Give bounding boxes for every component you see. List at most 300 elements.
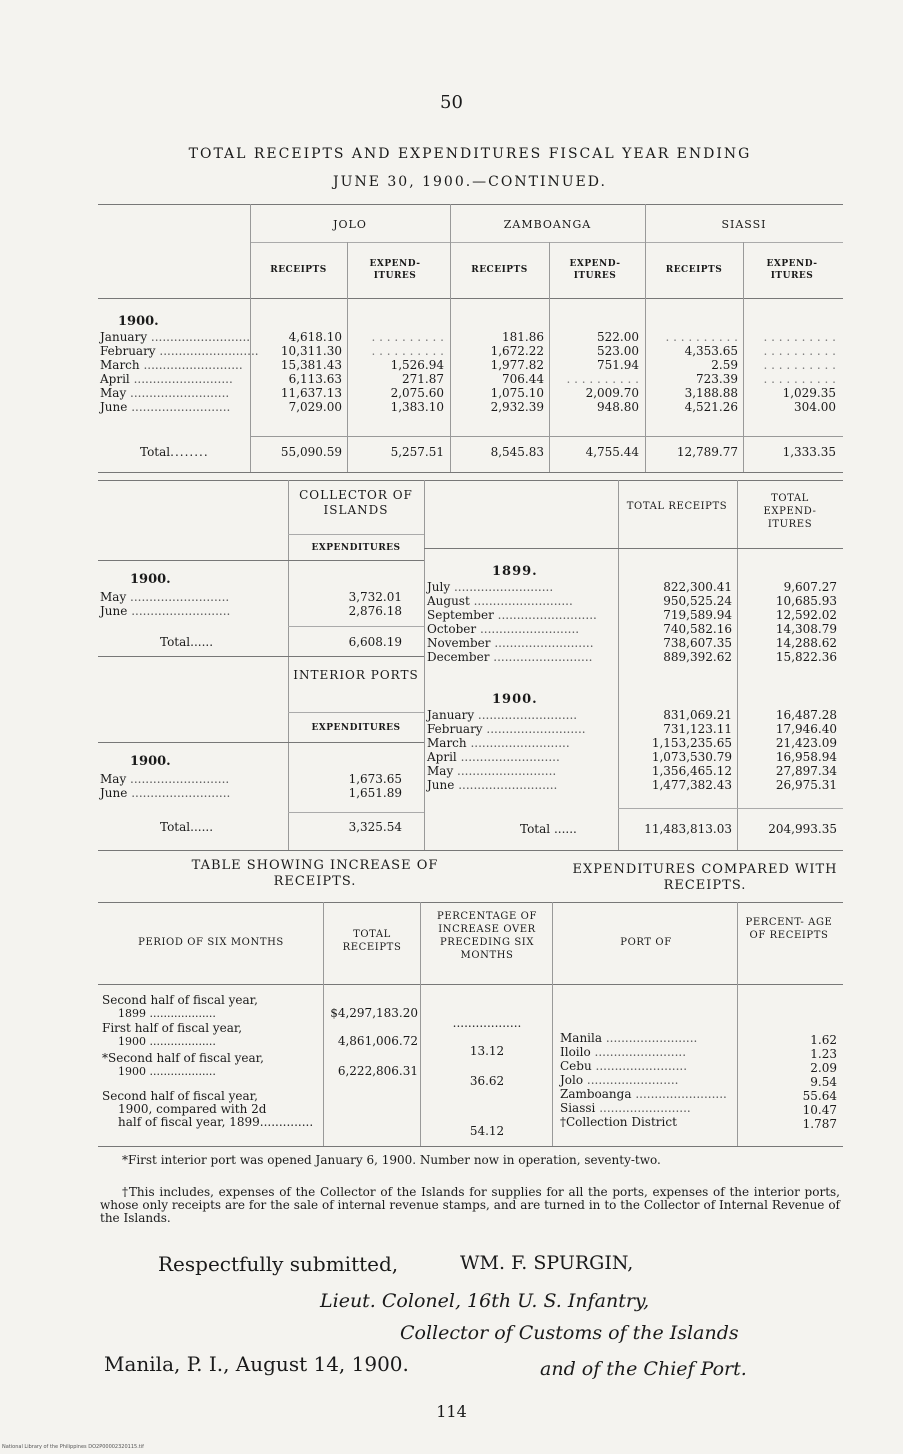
cell-value-text: 1,651.89 [348, 786, 402, 800]
cell-value-text: . . . . . . . . . . [763, 372, 836, 386]
totals-expend-1899 [741, 580, 837, 664]
rule [250, 436, 843, 437]
month-label-text: October [427, 622, 477, 636]
scan-footer: National Library of the Philippines DO2P00002320115.tif [2, 1444, 144, 1450]
cell-value-text: 4,353.65 [684, 344, 738, 358]
cell-value [741, 580, 837, 594]
month-label-text: June [100, 400, 128, 414]
sub-header-receipts: RECEIPTS [665, 265, 723, 275]
cell-value [648, 344, 738, 358]
rule [98, 850, 843, 851]
cell-value-text: 523.00 [597, 344, 639, 358]
sub-header-receipts: RECEIPTS [471, 265, 528, 275]
leader-dots: .......................... [466, 736, 570, 750]
cell-value-text: . . . . . . . . . . [763, 358, 836, 372]
totals-months-1900 [427, 708, 615, 792]
cell-value-text: . . . . . . . . . . [665, 330, 738, 344]
month-label [427, 650, 615, 664]
month-label-text: April [100, 372, 130, 386]
cell-value-text: 948.80 [597, 400, 639, 414]
cell-value-text: 1,673.65 [348, 772, 402, 786]
month-label-text: March [427, 736, 467, 750]
cell-value-text: 751.94 [597, 358, 639, 372]
cell-value-text: 14,308.79 [775, 622, 837, 636]
cell-value [648, 372, 738, 386]
period-line-2: 1900 ................... [118, 1035, 216, 1048]
cell-value-text: 1,075.10 [490, 386, 544, 400]
month-label-text: May [100, 772, 127, 786]
cell-value [292, 786, 402, 800]
leader-dots: .......................... [147, 330, 251, 344]
month-label [427, 608, 615, 622]
interior-total-label: Total...... [160, 820, 214, 834]
cell-value [622, 622, 732, 636]
leader-dots: .......................... [155, 344, 259, 358]
leader-dots: ........................ [583, 1073, 679, 1087]
month-label [427, 708, 615, 722]
cell-value [254, 386, 342, 400]
cell-value [254, 372, 342, 386]
interior-heading: INTERIOR PORTS [293, 668, 419, 682]
cell-value [648, 400, 738, 414]
rule [737, 480, 738, 850]
port-label [560, 1102, 736, 1116]
cell-value-text: 1,977.82 [490, 358, 544, 372]
percent-value: 1.787 [802, 1117, 837, 1131]
zamboanga-receipts-column [454, 330, 544, 414]
leader-dots: ........................ [590, 1045, 687, 1059]
cell-value-text: . . . . . . . . . . [763, 330, 836, 344]
month-label-text: June [100, 786, 128, 800]
port-name: Cebu [560, 1059, 592, 1073]
signatory-role-2: and of the Chief Port. [540, 1358, 747, 1380]
total-value: 5,257.51 [390, 445, 444, 459]
leader-dots: .......................... [454, 778, 558, 792]
month-label [427, 636, 615, 650]
cell-value [254, 400, 342, 414]
cell-value [741, 750, 837, 764]
period-line-1: First half of fiscal year, [102, 1021, 243, 1035]
cell-value-text: 706.44 [502, 372, 544, 386]
cell-value [741, 608, 837, 622]
leader-dots: .......................... [129, 372, 233, 386]
rule [98, 984, 843, 985]
month-label-text: March [100, 358, 140, 372]
period-line-2: 1900, compared with 2d [118, 1102, 267, 1116]
cell-value [741, 622, 837, 636]
cell-value [622, 750, 732, 764]
cell-value-text: . . . . . . . . . . [566, 372, 639, 386]
total-label-text: Total [140, 445, 171, 459]
cell-value-text: 719,589.94 [663, 608, 732, 622]
cell-value [350, 358, 444, 372]
sub-header-receipts: RECEIPTS [270, 265, 327, 275]
group-header-siassi: SIASSI [721, 218, 767, 231]
month-label-text: November [427, 636, 491, 650]
month-label [427, 580, 615, 594]
port-label [560, 1116, 736, 1130]
total-value: 8,545.83 [490, 445, 544, 459]
cell-value-text: 3,188.88 [684, 386, 738, 400]
cell-value [741, 636, 837, 650]
period-line-3: half of fiscal year, 1899.............. [118, 1115, 314, 1129]
leader-dots: .......................... [490, 636, 594, 650]
increase-pct-value: 13.12 [469, 1044, 505, 1058]
footnote-1: *First interior port was opened January 6, 1900. Number now in operation, seventy-two. [122, 1153, 661, 1167]
leader-dots: ........................ [631, 1087, 727, 1101]
cell-value-text: . . . . . . . . . . [763, 344, 836, 358]
cell-value-text: 10,311.30 [280, 344, 342, 358]
cell-value-text: 822,300.41 [663, 580, 732, 594]
increase-pct-value: .................. [452, 1016, 522, 1030]
collector-total-text: Total [160, 635, 191, 649]
jolo-receipts-column [254, 330, 342, 414]
cell-value [741, 764, 837, 778]
rule [288, 480, 289, 850]
cell-value [350, 372, 444, 386]
rule [645, 204, 646, 472]
rule [552, 902, 553, 1146]
month-label [427, 736, 615, 750]
leader-dots: .......................... [476, 622, 580, 636]
siassi-receipts-column [648, 330, 738, 414]
cell-value-text: 15,822.36 [775, 650, 837, 664]
leader-dots: .......................... [127, 400, 231, 414]
cell-value-text: 2,009.70 [585, 386, 639, 400]
cell-value-text: 1,672.22 [490, 344, 544, 358]
rule [347, 242, 348, 472]
cell-value-text: 4,521.26 [684, 400, 738, 414]
signatory-name: WM. F. SPURGIN, [460, 1252, 634, 1274]
rule [424, 548, 843, 549]
month-label [427, 722, 615, 736]
rule [98, 560, 424, 561]
leader-dots: .......................... [482, 722, 586, 736]
increase-total-value: 4,861,006.72 [337, 1034, 418, 1048]
cell-value-text: 181.86 [502, 330, 544, 344]
cell-value-text: 16,958.94 [775, 750, 837, 764]
grand-total-receipts: 11,483,813.03 [644, 822, 732, 836]
compared-values [741, 1034, 837, 1132]
cell-value [622, 608, 732, 622]
increase-total-value: 6,222,806.31 [337, 1064, 418, 1078]
rule [98, 298, 843, 299]
totals-months-1899 [427, 580, 615, 664]
cell-value-text: 6,113.63 [288, 372, 342, 386]
cell-value-text: 271.87 [402, 372, 444, 386]
rule [450, 204, 451, 472]
cell-value [741, 778, 837, 792]
cell-value-text: 1,383.10 [390, 400, 444, 414]
cell-value-text: 15,381.43 [280, 358, 342, 372]
cell-value-text: 831,069.21 [663, 708, 732, 722]
sub-header-expenditures: EXPEND- ITURES [766, 259, 818, 281]
cell-value-text: . . . . . . . . . . [371, 344, 444, 358]
month-label-text: May [100, 386, 127, 400]
month-label [100, 786, 285, 800]
percent-value: 9.54 [810, 1075, 837, 1089]
leader-dots: .......................... [127, 604, 231, 618]
increase-pct-value: 54.12 [469, 1124, 505, 1138]
cell-value [622, 708, 732, 722]
cell-value [746, 358, 836, 372]
cell-value [552, 358, 639, 372]
cell-value [292, 604, 402, 618]
compared-table-title: EXPENDITURES COMPARED WITH RECEIPTS. [572, 862, 838, 893]
port-header: PORT OF [620, 937, 672, 948]
month-label [100, 772, 285, 786]
collector-total: 6,608.19 [348, 635, 402, 649]
cell-value [552, 372, 639, 386]
period-line-1: Second half of fiscal year, [102, 1089, 258, 1103]
totals-receipts-1899 [622, 580, 732, 664]
cell-value [741, 708, 837, 722]
interior-total-text: Total [160, 820, 191, 834]
rule [98, 480, 843, 481]
total-value: 1,333.35 [782, 445, 836, 459]
cell-value [552, 386, 639, 400]
cell-value [622, 722, 732, 736]
month-label [100, 386, 248, 400]
leader-dots: .......................... [126, 386, 230, 400]
cell-value [622, 778, 732, 792]
month-column [100, 330, 259, 414]
cell-value [454, 330, 544, 344]
cell-value [292, 772, 402, 786]
totals-expend-1900 [741, 708, 837, 792]
sub-header-expenditures: EXPEND- ITURES [569, 259, 621, 281]
rule [288, 626, 424, 627]
rule [98, 656, 424, 657]
rule [288, 812, 424, 813]
leader-dots: .......................... [139, 358, 243, 372]
signatory-rank: Lieut. Colonel, 16th U. S. Infantry, [320, 1290, 650, 1312]
port-name: Iloilo [560, 1045, 591, 1059]
total-expenditures-header: TOTAL EXPEND- ITURES [763, 493, 817, 530]
month-label-text: December [427, 650, 490, 664]
month-label-text: January [427, 708, 475, 722]
rule [288, 534, 424, 535]
rule [618, 808, 843, 809]
cell-value-text: 3,732.01 [348, 590, 402, 604]
place-date: Manila, P. I., August 14, 1900. [104, 1352, 409, 1376]
cell-value [454, 358, 544, 372]
cell-value [552, 330, 639, 344]
increase-table-title: TABLE SHOWING INCREASE OF RECEIPTS. [191, 858, 439, 889]
cell-value-text: 2,075.60 [390, 386, 444, 400]
interior-sub-header: EXPENDITURES [311, 723, 401, 733]
cell-value [350, 400, 444, 414]
percent-value: 1.23 [810, 1047, 837, 1061]
cell-value [741, 722, 837, 736]
month-label-text: April [427, 750, 457, 764]
percent-value: 1.62 [810, 1033, 837, 1047]
compared-ports [560, 1032, 736, 1130]
cell-value [648, 330, 738, 344]
cell-value-text: 4,618.10 [288, 330, 342, 344]
grand-total-label: Total ...... [520, 822, 577, 836]
month-label-text: May [100, 590, 127, 604]
port-label [560, 1060, 736, 1074]
month-label [100, 358, 248, 372]
signatory-role: Collector of Customs of the Islands [400, 1322, 739, 1344]
cell-value [741, 650, 837, 664]
month-label [427, 778, 615, 792]
month-label-text: June [427, 778, 455, 792]
rule [743, 242, 744, 472]
cell-value [622, 580, 732, 594]
collector-months [100, 590, 285, 618]
total-value: 4,755.44 [585, 445, 639, 459]
month-label-text: February [427, 722, 483, 736]
cell-value [454, 344, 544, 358]
port-name: Jolo [560, 1073, 584, 1087]
rule [98, 204, 843, 205]
cell-value-text: 1,526.94 [390, 358, 444, 372]
percent-value: 55.64 [802, 1089, 837, 1103]
leader-dots: .......................... [469, 594, 573, 608]
collector-total-label: Total...... [160, 635, 214, 649]
footnote-2: †This includes, expenses of the Collector of the Islands for supplies for all the ports, expenses of the interior ports, whose only receipts are for the sale of internal revenue stamps, and are turned in to the Collector of Internal Revenue of the Islands. [100, 1185, 840, 1225]
month-label [100, 400, 248, 414]
percent-value: 2.09 [810, 1061, 837, 1075]
rule [737, 902, 738, 1146]
port-label [560, 1032, 736, 1046]
rule [420, 902, 421, 1146]
rule [98, 902, 843, 903]
year-label: 1900. [118, 314, 159, 329]
year-label: 1900. [130, 572, 171, 587]
cell-value [454, 372, 544, 386]
port-name: Manila [560, 1031, 602, 1045]
siassi-expenditures-column [746, 330, 836, 414]
rule [424, 480, 425, 850]
rule [323, 902, 324, 1146]
cell-value-text: 522.00 [597, 330, 639, 344]
port-name: Siassi [560, 1101, 596, 1115]
leader-dots: ........................ [595, 1101, 691, 1115]
collector-sub-header: EXPENDITURES [311, 543, 401, 553]
year-label: 1900. [130, 754, 171, 769]
total-value: 55,090.59 [280, 445, 342, 459]
cell-value [254, 344, 342, 358]
cell-value [254, 358, 342, 372]
increase-total-value: $4,297,183.20 [330, 1006, 418, 1020]
percent-value: 10.47 [802, 1103, 837, 1117]
cell-value-text: 740,582.16 [663, 622, 732, 636]
rule [250, 204, 251, 472]
cell-value-text: 9,607.27 [783, 580, 837, 594]
rule [250, 242, 843, 243]
cell-value-text: 17,946.40 [775, 722, 837, 736]
month-label-text: July [427, 580, 451, 594]
cell-value-text: 1,073,530.79 [651, 750, 732, 764]
cell-value [746, 386, 836, 400]
interior-months [100, 772, 285, 800]
cell-value-text: 7,029.00 [288, 400, 342, 414]
month-label-text: September [427, 608, 494, 622]
cell-value [746, 400, 836, 414]
title-line-2: JUNE 30, 1900.—CONTINUED. [333, 174, 607, 190]
leader-dots: .......................... [127, 786, 231, 800]
respectfully-submitted: Respectfully submitted, [158, 1252, 399, 1276]
rule [288, 712, 424, 713]
cell-value-text: 1,029.35 [782, 386, 836, 400]
cell-value-text: 1,477,382.43 [651, 778, 732, 792]
month-label [100, 604, 285, 618]
cell-value-text: 304.00 [794, 400, 836, 414]
cell-value [741, 594, 837, 608]
cell-value-text: 26,975.31 [775, 778, 837, 792]
leader-dots: .......................... [126, 590, 230, 604]
grand-total-expenditures: 204,993.35 [768, 822, 837, 836]
cell-value [622, 594, 732, 608]
cell-value [648, 386, 738, 400]
increase-pct-value: 36.62 [469, 1074, 505, 1088]
sub-header-expenditures: EXPEND- ITURES [369, 259, 421, 281]
cell-value-text: 14,288.62 [775, 636, 837, 650]
month-label [100, 344, 259, 358]
leader-dots: .......................... [453, 764, 557, 778]
cell-value-text: 1,153,235.65 [651, 736, 732, 750]
zamboanga-expenditures-column [552, 330, 639, 414]
increase-total-header: TOTAL RECEIPTS [342, 929, 402, 953]
leader-dots: ........................ [602, 1031, 698, 1045]
month-label-text: January [100, 330, 148, 344]
rule [549, 242, 550, 472]
port-label [560, 1088, 736, 1102]
jolo-expenditures-column [350, 330, 444, 414]
leader-dots: .......................... [474, 708, 578, 722]
period-line-1: Second half of fiscal year, [102, 993, 258, 1007]
period-header: PERIOD OF SIX MONTHS [138, 937, 284, 948]
leader-dots: .......................... [489, 650, 593, 664]
cell-value-text: . . . . . . . . . . [371, 330, 444, 344]
total-value: 12,789.77 [676, 445, 738, 459]
collector-heading: COLLECTOR OF ISLANDS [299, 488, 413, 517]
port-name: Zamboanga [560, 1087, 632, 1101]
cell-value [552, 400, 639, 414]
cell-value [741, 736, 837, 750]
cell-value-text: 11,637.13 [280, 386, 342, 400]
cell-value [622, 650, 732, 664]
month-label-text: February [100, 344, 156, 358]
cell-value [454, 400, 544, 414]
cell-value-text: 950,525.24 [663, 594, 732, 608]
month-label-text: June [100, 604, 128, 618]
cell-value-text: 738,607.35 [663, 636, 732, 650]
total-receipts-header: TOTAL RECEIPTS [626, 501, 728, 512]
month-label-text: May [427, 764, 454, 778]
month-label [100, 330, 251, 344]
cell-value [552, 344, 639, 358]
port-label [560, 1074, 736, 1088]
totals-receipts-1900 [622, 708, 732, 792]
rule [98, 742, 424, 743]
percentage-increase-header: PERCENTAGE OF INCREASE OVER PRECEDING SIX MONTHS [436, 911, 537, 961]
year-label: 1899. [492, 564, 538, 579]
cell-value [746, 372, 836, 386]
port-label [560, 1046, 736, 1060]
page-number-bottom: 114 [436, 1402, 467, 1421]
month-label [100, 372, 248, 386]
cell-value [350, 344, 444, 358]
cell-value-text: 21,423.09 [775, 736, 837, 750]
grand-total-text: Total [520, 822, 551, 836]
interior-values [292, 772, 402, 800]
cell-value [648, 358, 738, 372]
cell-value-text: 1,356,465.12 [651, 764, 732, 778]
